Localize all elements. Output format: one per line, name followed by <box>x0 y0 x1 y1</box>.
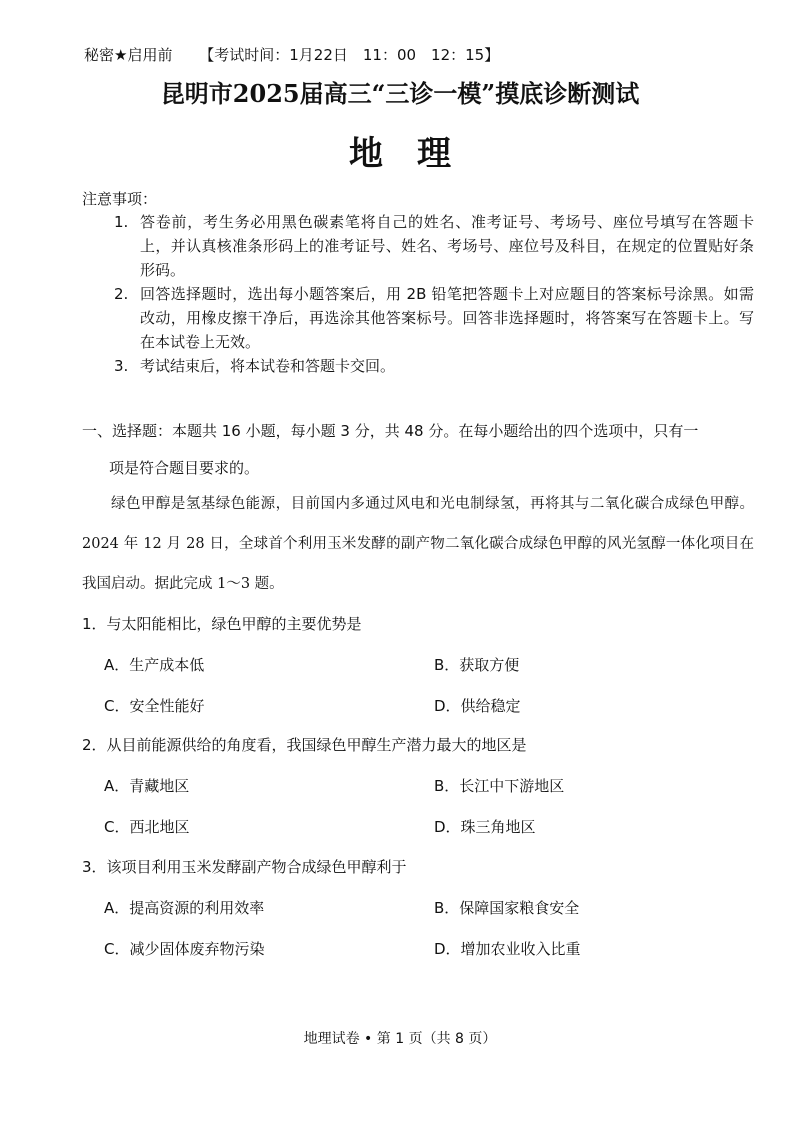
option-d: D．增加农业收入比重 <box>434 940 581 958</box>
option-b: B．保障国家粮食安全 <box>434 899 580 917</box>
option-row <box>82 774 754 798</box>
notice-item-text: 考试结束后，将本试卷和答题卡交回。 <box>140 357 396 375</box>
question-1 <box>82 612 754 718</box>
notice-item-number: 1. <box>114 213 129 231</box>
notice-item <box>114 210 754 282</box>
notice-item <box>114 282 754 354</box>
option-a: A．提高资源的利用效率 <box>104 899 265 917</box>
notice-item-number: 2. <box>114 285 129 303</box>
reading-passage: 绿色甲醇是氢基绿色能源，目前国内多通过风电和光电制绿氢，再将其与二氧化碳合成绿色甲醇。2024 年 12 月 28 日，全球首个利用玉米发酵的副产物二氧化碳合成绿色甲醇的风光氢醇一体化项目在我国启动。据此完成 1～3 题。 <box>82 496 754 592</box>
option-row <box>82 896 754 920</box>
exam-title: 昆明市2025届高三“三诊一模”摸底诊断测试 <box>160 79 640 108</box>
subject-title: 地理 <box>349 134 485 174</box>
page-footer: 地理试卷 • 第 1 页（共 8 页） <box>303 1031 497 1047</box>
secret-label: 秘密★启用前 <box>84 46 173 64</box>
option-row <box>82 653 754 677</box>
section-heading-line1: 一、选择题：本题共 16 小题，每小题 3 分，共 48 分。在每小题给出的四个选项中，只有一 <box>82 422 699 440</box>
option-d: D．供给稳定 <box>434 697 521 715</box>
notice-item <box>114 354 754 378</box>
question-stem: 1．与太阳能相比，绿色甲醇的主要优势是 <box>82 615 362 633</box>
notice-heading: 注意事项： <box>82 190 158 208</box>
section-heading-line2: 项是符合题目要求的。 <box>109 459 260 477</box>
question-stem: 2．从目前能源供给的角度看，我国绿色甲醇生产潜力最大的地区是 <box>82 736 527 754</box>
exam-time: 【考试时间：1月22日 11：00 12：15】 <box>199 46 500 64</box>
option-d: D．珠三角地区 <box>434 818 536 836</box>
option-row <box>82 937 754 961</box>
option-a: A．青藏地区 <box>104 777 190 795</box>
header-line <box>84 44 499 65</box>
option-b: B．长江中下游地区 <box>434 777 565 795</box>
option-row <box>82 815 754 839</box>
option-a: A．生产成本低 <box>104 656 205 674</box>
question-2 <box>82 733 754 839</box>
question-stem: 3．该项目利用玉米发酵副产物合成绿色甲醇利于 <box>82 858 407 876</box>
option-c: C．西北地区 <box>104 818 190 836</box>
option-b: B．获取方便 <box>434 656 520 674</box>
section-heading <box>82 413 754 487</box>
question-3 <box>82 855 754 961</box>
option-row <box>82 694 754 718</box>
option-c: C．安全性能好 <box>104 697 205 715</box>
notice-item-number: 3. <box>114 357 129 375</box>
option-c: C．减少固体废弃物污染 <box>104 940 265 958</box>
notice-item-text: 答卷前，考生务必用黑色碳素笔将自己的姓名、准考证号、考场号、座位号填写在答题卡上，并认真核准条形码上的准考证号、姓名、考场号、座位号及科目，在规定的位置贴好条形码。 <box>140 213 754 279</box>
notice-item-text: 回答选择题时，选出每小题答案后，用 2B 铅笔把答题卡上对应题目的答案标号涂黑。如需改动，用橡皮擦干净后，再选涂其他答案标号。回答非选择题时，将答案写在答题卡上。写在本试卷上无效。 <box>140 285 754 351</box>
notice-list <box>114 210 754 378</box>
